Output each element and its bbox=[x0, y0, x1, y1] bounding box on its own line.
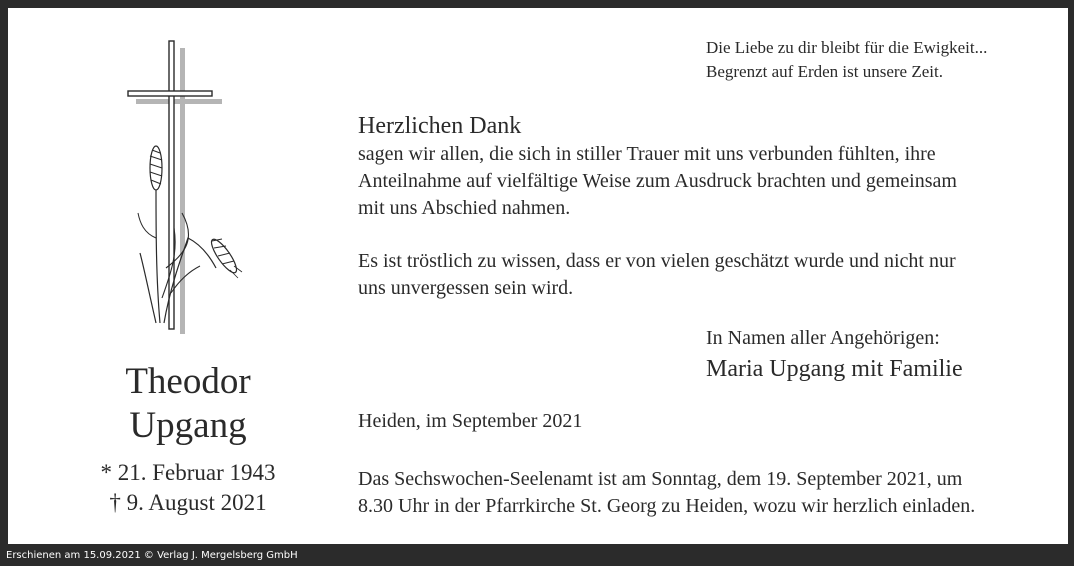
quote-line: Begrenzt auf Erden ist unsere Zeit. bbox=[706, 62, 943, 81]
service-announcement bbox=[358, 466, 1038, 520]
text-line: Anteilnahme auf vielfältige Weise zum Ausdruck brachten und gemeinsam bbox=[358, 170, 957, 192]
text-line: Es ist tröstlich zu wissen, dass er von vielen geschätzt wurde und nicht nur bbox=[358, 250, 956, 272]
thanks-heading: Herzlichen Dank bbox=[358, 113, 522, 139]
text-line: mit uns Abschied nahmen. bbox=[358, 197, 571, 219]
thanks-paragraph bbox=[358, 141, 1038, 222]
quote bbox=[706, 36, 987, 84]
obituary-card bbox=[8, 8, 1068, 544]
place-date: Heiden, im September 2021 bbox=[358, 410, 583, 432]
signature-name: Maria Upgang mit Familie bbox=[706, 356, 963, 382]
death-date: † 9. August 2021 bbox=[109, 490, 267, 515]
text-line: 8.30 Uhr in der Pfarrkirche St. Georg zu Heiden, wozu wir herzlich einladen. bbox=[358, 495, 976, 517]
quote-line: Die Liebe zu dir bleibt für die Ewigkeit... bbox=[706, 38, 988, 57]
text-line: uns unvergessen sein wird. bbox=[358, 277, 574, 299]
signature-lead: In Namen aller Angehörigen: bbox=[706, 327, 940, 349]
deceased-first-name: Theodor bbox=[125, 361, 251, 402]
birth-date: * 21. Februar 1943 bbox=[100, 460, 276, 485]
comfort-paragraph bbox=[358, 248, 1038, 302]
cross-wheat-icon bbox=[126, 38, 256, 338]
text-line: sagen wir allen, die sich in stiller Trauer mit uns verbunden fühlten, ihre bbox=[358, 143, 936, 165]
publication-footer: Erschienen am 15.09.2021 © Verlag J. Mergelsberg GmbH bbox=[6, 550, 298, 561]
deceased-last-name: Upgang bbox=[129, 405, 247, 446]
text-line: Das Sechswochen-Seelenamt ist am Sonntag, dem 19. September 2021, um bbox=[358, 468, 963, 490]
